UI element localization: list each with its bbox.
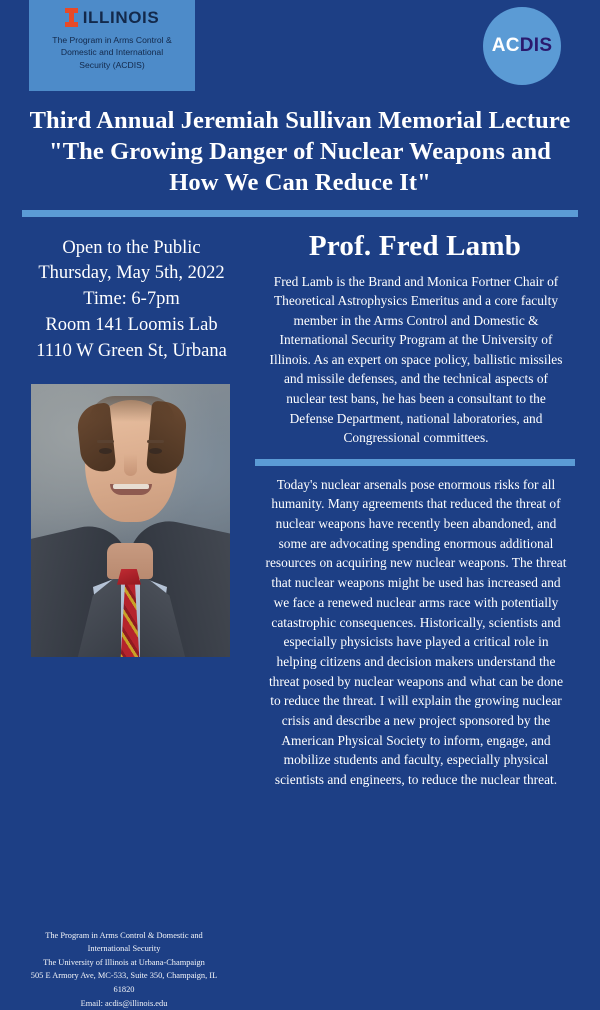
event-details [0,217,255,365]
event-detail-line-5: 1110 W Green St, Urbana [36,341,227,362]
acdis-logo-text-ac: AC [491,35,520,56]
footer-email: Email: acdis@illinois.edu [80,998,168,1008]
footer-line-3: The University of Illinois at Urbana-Champaign [43,957,205,967]
page-title [0,106,600,199]
divider-bar-top [22,210,578,217]
event-detail-line-4: Room 141 Loomis Lab [45,315,218,336]
divider-bar-middle [255,459,575,466]
speaker-name: Prof. Fred Lamb [308,229,522,262]
illinois-subtitle-line-1: The Program in Arms Control & [52,35,172,45]
speaker-bio: Fred Lamb is the Brand and Monica Fortner Chair of Theoretical Astrophysics Emeritus and a core faculty member in the Arms Control and Domestic & International Security Program at the University of Illinois. As an expert on space policy, ballistic missiles and missile defenses, and the technical aspects of nuclear test bans, he has been a consultant to the Defense Department, national laboratories, and Congressional committees. [269,273,563,446]
footer-line-5: 61820 [113,985,135,995]
speaker-portrait-illustration [31,384,230,657]
illinois-wordmark-text: ILLINOIS [82,8,160,27]
page-title-line-2: "The Growing Danger of Nuclear Weapons and [49,137,551,165]
footer-line-2: International Security [87,944,161,954]
page-title-line-3: How We Can Reduce It" [169,168,431,196]
illinois-subtitle-line-2: Domestic and International [60,47,164,58]
event-detail-line-3: Time: 6-7pm [83,289,180,310]
poster-header [0,0,600,104]
right-column [255,217,600,790]
footer-line-4: 505 E Armory Ave, MC-533, Suite 350, Champaign, IL [30,971,218,981]
footer-line-1: The Program in Arms Control & Domestic and [45,930,203,940]
lecture-abstract: Today's nuclear arsenals pose enormous risks for all humanity. Many agreements that reduced the threat of nuclear weapons have recently been abandoned, and some are advocating spending enormous additional resources on acquiring new nuclear weapons. The threat that nuclear weapons might be used has increased and we face a renewed nuclear arms race with potentially catastrophic consequences. Historically, scientists and especially physicists have played a critical role in helping citizens and decision makers understand the threat posed by nuclear weapons and what can be done to reduce the threat. I will explain the growing nuclear crisis and describe a new project sponsored by the American Physical Society to inform, engage, and mobilize students and faculty, especially physical scientists and engineers, to reduce the nuclear threat. [265,476,567,788]
speaker-photo [31,384,230,657]
acdis-logo [483,7,561,85]
acdis-logo-text [492,35,553,57]
illinois-wordmark [65,8,160,27]
page-title-line-1: Third Annual Jeremiah Sullivan Memorial Lecture [29,107,571,134]
block-i-icon [65,8,78,27]
illinois-subtitle-line-3: Security (ACDIS) [79,59,145,70]
illinois-logo-panel [29,0,195,91]
illinois-program-subtitle [37,34,187,71]
event-detail-line-1: Open to the Public [62,237,201,258]
poster-body [0,217,600,1008]
acdis-logo-text-dis: DIS [519,35,553,56]
event-detail-line-2: Thursday, May 5th, 2022 [38,263,225,284]
footer-contact-block [0,929,248,1010]
left-column [0,217,255,1008]
